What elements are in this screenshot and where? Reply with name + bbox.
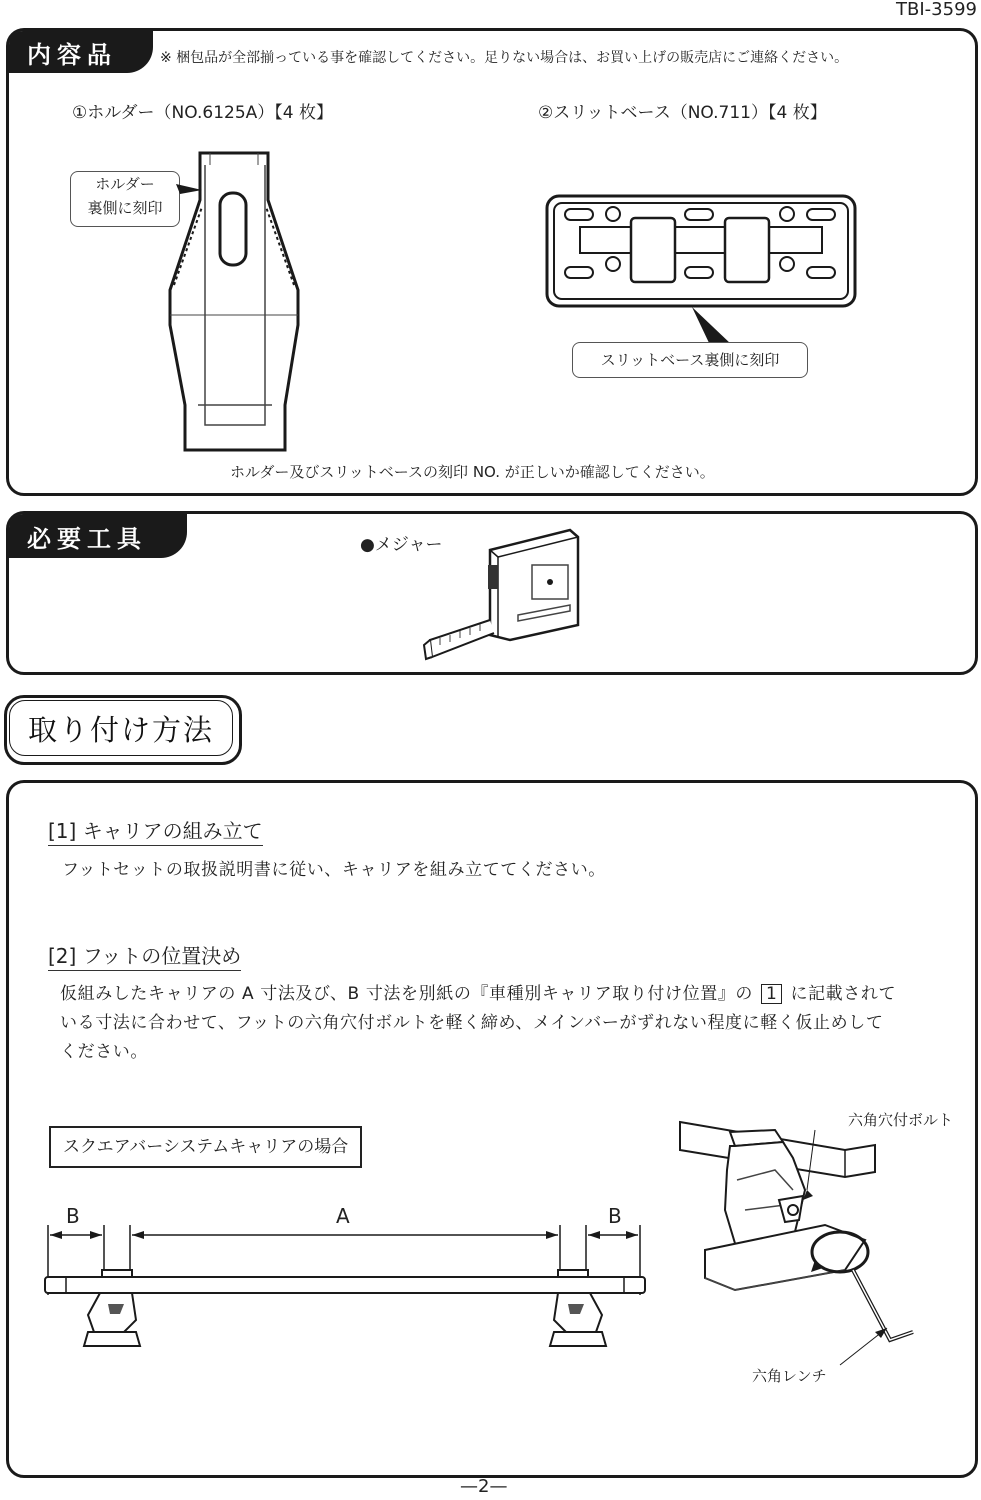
engraving-check-note: ホルダー及びスリットベースの刻印 NO. が正しいか確認してください。 — [230, 463, 715, 481]
holder-callout-line1: ホルダー — [95, 175, 155, 193]
tool-measure-label: ●メジャー — [360, 535, 443, 555]
step2-text — [60, 980, 960, 1067]
step1-title: [1] キャリアの組み立て — [48, 815, 263, 846]
square-bar-case-label: スクエアバーシステムキャリアの場合 — [49, 1126, 362, 1168]
slitbase-illustration — [545, 194, 857, 309]
page-number: —2— — [460, 1476, 508, 1497]
slitbase-callout-pointer — [688, 305, 738, 347]
foot-bolt-illustration — [675, 1110, 960, 1395]
slitbase-callout: スリットベース裏側に刻印 — [572, 342, 808, 378]
tape-measure-illustration — [420, 525, 590, 665]
step2-text-a: 仮組みしたキャリアの A 寸法及び、B 寸法を別紙の『車種別キャリア取り付け位置』の — [60, 984, 754, 1004]
document-id: TBI-3599 — [896, 0, 977, 20]
step2-text-b: に記載されて — [790, 984, 897, 1004]
dimension-a: A — [336, 1204, 350, 1228]
hex-bolt-label: 六角穴付ボルト — [848, 1111, 954, 1129]
holder-callout-line2: 裏側に刻印 — [87, 199, 163, 217]
carrier-dimension-diagram — [40, 1220, 660, 1360]
contents-tab: 内容品 — [9, 31, 153, 73]
method-title: 取り付け方法 — [28, 713, 215, 747]
step2-title: [2] フットの位置決め — [48, 940, 241, 971]
dimension-b-left: B — [66, 1204, 80, 1228]
hex-wrench-label: 六角レンチ — [752, 1367, 827, 1385]
slitbase-label: ②スリットベース（NO.711）【4 枚】 — [538, 103, 827, 123]
step2-boxed-number: 1 — [761, 984, 782, 1004]
holder-label: ①ホルダー（NO.6125A）【4 枚】 — [72, 103, 333, 123]
step1-text: フットセットの取扱説明書に従い、キャリアを組み立ててください。 — [62, 860, 606, 880]
step2-text-d: ください。 — [60, 1042, 148, 1062]
contents-note: ※ 梱包品が全部揃っている事を確認してください。足りない場合は、お買い上げの販売店にご連絡ください。 — [160, 50, 849, 66]
dimension-b-right: B — [608, 1204, 622, 1228]
holder-callout-pointer — [176, 180, 206, 200]
step2-text-c: いる寸法に合わせて、フットの六角穴付ボルトを軽く締め、メインバーがずれない程度に軽く仮止めして — [60, 1013, 884, 1033]
tools-tab: 必要工具 — [9, 514, 187, 558]
